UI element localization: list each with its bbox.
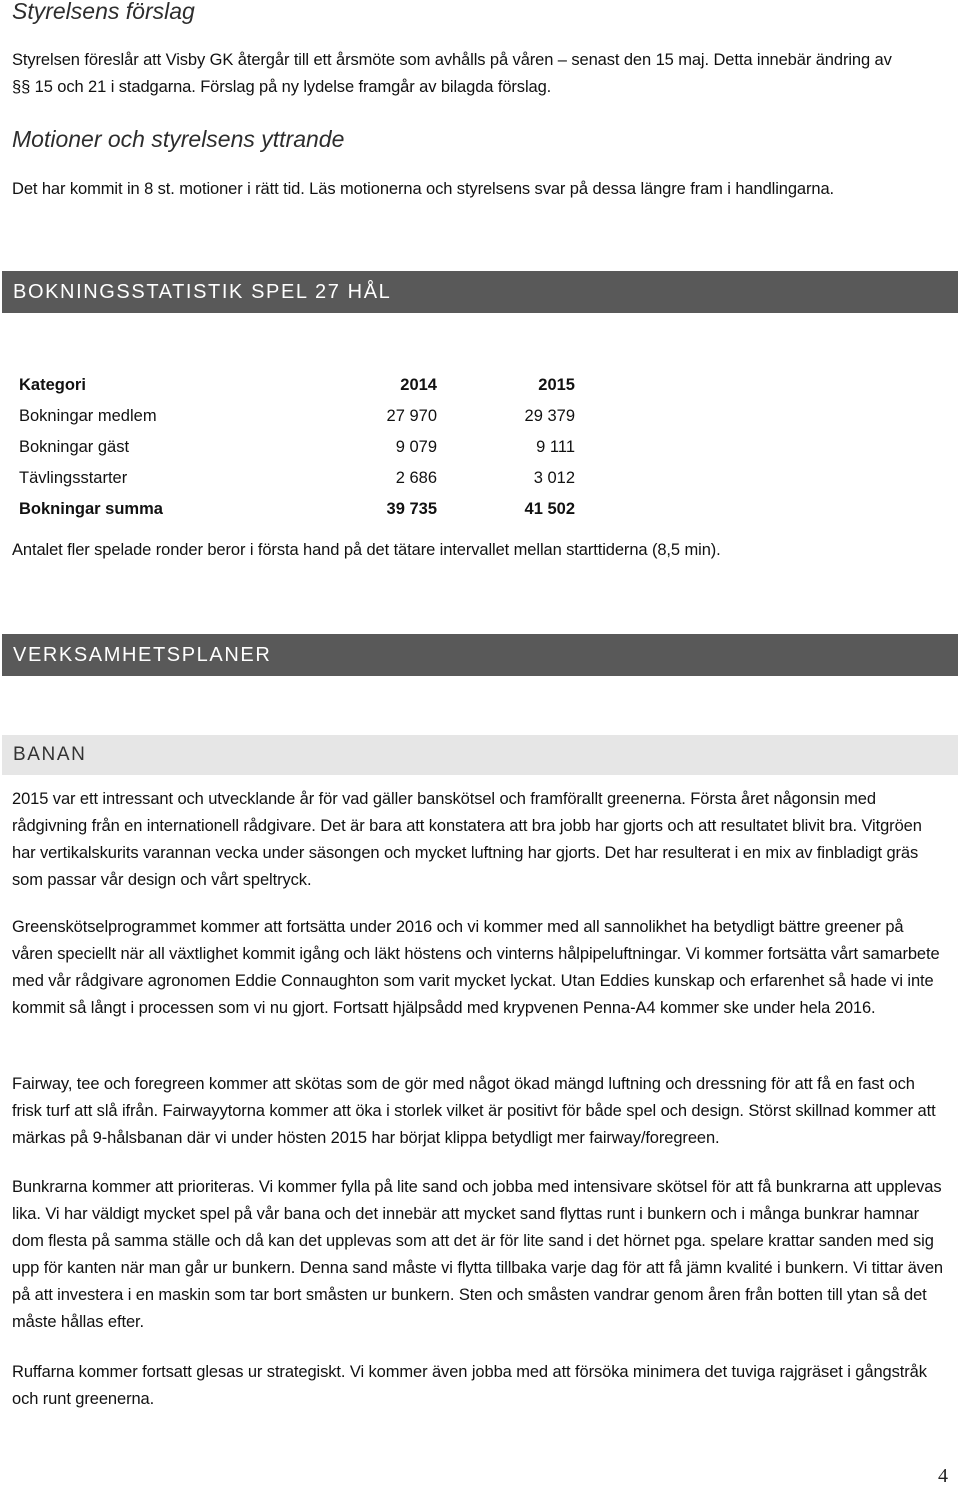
banan-paragraph: 2015 var ett intressant och utvecklande år för vad gäller banskötsel och framförallt greenerna. Första året någonsin med rådgivning från en internationell rådgivare. Det är bara att konstatera att bra jobb har gjorts och att resultatet blivit bra. Vitgröen har vertikalskurits varannan vecka under säsongen och mycket luftning har gjorts. Det har resulterat i en mix av finbladigt gräs som passar vår design och vårt speltryck. bbox=[12, 790, 922, 889]
table-cell: 9 079 bbox=[395, 438, 437, 456]
table-cell: Bokningar medlem bbox=[19, 407, 157, 425]
banan-paragraph: Bunkrarna kommer att prioriteras. Vi kommer fylla på lite sand och jobba med intensivare skötsel för att få bunkrarna att upplevas lika. Vi har väldigt mycket spel på vår bana och det innebär att mycket sand flyttas runt i bunkern och i många bunkrar hamnar dom flesta på samma ställe och då kan det upplevas som att det är för lite sand i det hörnet pga. spelare krattar sanden med sig upp för kanten när man går ur bunkern. Denna sand måste vi flytta tillbaka varje dag för att få jämn kvalité i bunkern. Vi tittar även på att investera i en maskin som tar bort småsten ur bunkern. Sten och småsten vandrar genom åren från botten till ytan så det måste hållas efter. bbox=[12, 1178, 943, 1331]
table-cell: Bokningar summa bbox=[19, 500, 163, 518]
banan-paragraph: Fairway, tee och foregreen kommer att skötas som de gör med något ökad mängd luftning och dressning för att få en fast och frisk turf att slå ifrån. Fairwayytorna kommer att öka i storlek vilket är positivt för både spel och design. Störst skillnad kommer att märkas på 9-hålsbanan där vi under hösten 2015 har börjat klippa betydligt mer fairway/foregreen. bbox=[12, 1075, 936, 1147]
table-cell: Bokningar gäst bbox=[19, 438, 130, 456]
table-total-row bbox=[19, 494, 575, 525]
table-cell: Tävlingsstarter bbox=[19, 469, 128, 487]
table-cell: 3 012 bbox=[533, 469, 575, 487]
table-cell: 27 970 bbox=[386, 407, 437, 425]
table-cell: 29 379 bbox=[524, 407, 575, 425]
section-heading-motioner: Motioner och styrelsens yttrande bbox=[12, 126, 345, 152]
booking-statistics-table bbox=[19, 370, 575, 525]
column-header-kategori: Kategori bbox=[19, 376, 86, 394]
styrelsens-forslag-paragraph bbox=[12, 47, 952, 101]
table-cell: 2 686 bbox=[395, 469, 437, 487]
column-header-2015: 2015 bbox=[538, 376, 575, 394]
banan-paragraph: Ruffarna kommer fortsatt glesas ur strategiskt. Vi kommer även jobba med att försöka minimera det tuviga rajgräset i gångstråk och runt greenerna. bbox=[12, 1363, 927, 1408]
booking-note: Antalet fler spelade ronder beror i första hand på det tätare intervallet mellan starttiderna (8,5 min). bbox=[12, 541, 721, 559]
section-band-bokningsstatistik: BOKNINGSSTATISTIK SPEL 27 HÅL bbox=[2, 271, 958, 313]
subsection-band-banan: BANAN bbox=[2, 735, 958, 775]
page-number: 4 bbox=[938, 1465, 948, 1487]
table-cell: 9 111 bbox=[536, 438, 575, 456]
paragraph-line: §§ 15 och 21 i stadgarna. Förslag på ny lydelse framgår av bilagda förslag. bbox=[12, 78, 552, 96]
motioner-paragraph: Det har kommit in 8 st. motioner i rätt tid. Läs motionerna och styrelsens svar på dessa längre fram i handlingarna. bbox=[12, 180, 835, 198]
column-header-2014: 2014 bbox=[400, 376, 437, 394]
section-heading-styrelsens-forslag: Styrelsens förslag bbox=[12, 0, 195, 24]
table-cell: 41 502 bbox=[524, 500, 575, 518]
table-row bbox=[19, 463, 575, 494]
table-row bbox=[19, 432, 575, 463]
table-row bbox=[19, 401, 575, 432]
section-band-verksamhetsplaner: VERKSAMHETSPLANER bbox=[2, 634, 958, 676]
table-header-row bbox=[19, 370, 575, 401]
paragraph-line: Styrelsen föreslår att Visby GK återgår till ett årsmöte som avhålls på våren – senast den 15 maj. Detta innebär ändring av bbox=[12, 51, 892, 69]
banan-paragraph: Greenskötselprogrammet kommer att fortsätta under 2016 och vi kommer med all sannolikhet ha betydligt bättre greener på våren speciellt när all växtlighet kommit igång och läkt höstens och vinterns hålpipeluftningar. Vi kommer fortsätta vårt samarbete med vår rådgivare agronomen Eddie Connaughton som varit mycket lyckat. Utan Eddies kunskap och erfarenhet så hade vi inte kommit så långt i processen som vi nu gjort. Fortsatt hjälpsådd med krypvenen Penna-A4 kommer ske under hela 2016. bbox=[12, 918, 940, 1017]
table-cell: 39 735 bbox=[386, 500, 437, 518]
